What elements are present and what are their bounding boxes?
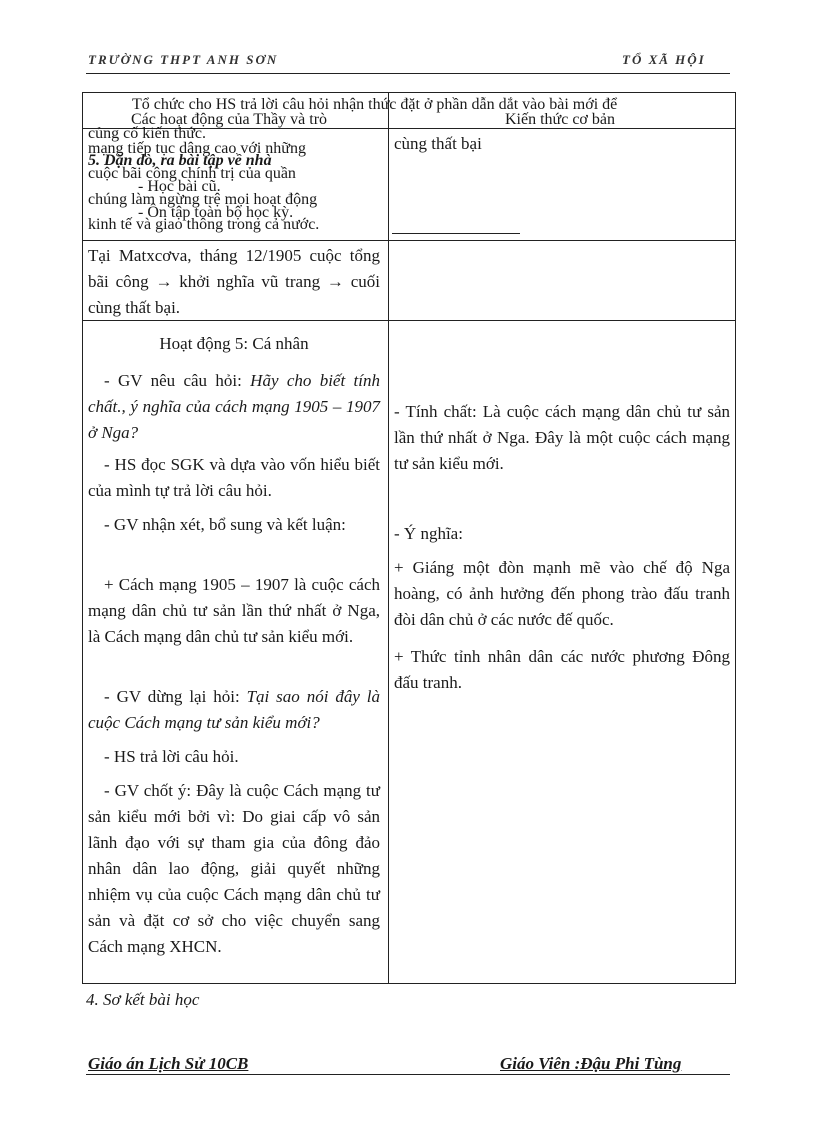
footer-teacher: Giáo Viên :Đậu Phi Tùng [500,1054,682,1073]
col-left-header: Các hoạt động của Thầy và trò [130,111,328,128]
overlap-line-7: - Ôn tập toàn bộ học kỳ. [138,204,294,221]
overlap-line-4: cuộc bãi công chính trị của quần [88,165,296,182]
row2-left-text: Tại Matxcơva, tháng 12/1905 cuộc tổng bãi công → khởi nghĩa vũ trang → cuối cùng thất bại. [88,246,380,317]
header-school: TRƯỜNG THPT ANH SƠN [88,52,279,67]
gv-summary: - GV chốt ý: Đây là cuộc Cách mạng tư sản kiểu mới bởi vì: Do giai cấp vô sản lãnh đạo với sự tham gia của đông đảo nhân dân lao động, giải quyết những nhiệm vụ của cuộc Cách mạng dân chủ tư sản và đặt cơ sở cho việc chuyển sang Cách mạng XHCN. [88,781,380,956]
gv-question-1-text: Hãy cho biết tính chất., ý nghĩa của cách mạng 1905 – 1907 ở Nga? [88,371,380,442]
hs-answer-1: - HS đọc SGK và dựa vào vốn hiểu biết của mình tự trả lời câu hỏi. [88,455,380,500]
gv-conclusion: - GV nhận xét, bổ sung và kết luận: [104,515,346,534]
overlap-line-3: 5. Dặn dò, ra bài tập về nhà [88,152,272,169]
overlap-top-text: Tổ chức cho HS trả lời câu hỏi nhận thức đặt ở phần dẫn dắt vào bài mới để [132,96,618,113]
section-summary-title: 4. Sơ kết bài học [86,990,200,1009]
row1-right-text: cùng thất bại [394,134,482,153]
gv-question-1 [88,368,380,446]
conclusion-point: + Cách mạng 1905 – 1907 là cuộc cách mạng dân chủ tư sản lần thứ nhất ở Nga, là Cách mạng dân chủ tư sản kiểu mới. [88,575,380,646]
header-divider [86,73,730,74]
short-divider [392,233,520,234]
column-divider [388,93,389,983]
footer-divider [86,1074,730,1075]
meaning-point-1: + Giáng một đòn mạnh mẽ vào chế độ Nga hoàng, có ảnh hưởng đến phong trào đấu tranh đòi dân chủ ở các nước đế quốc. [394,558,730,629]
overlap-line-8: kinh tế và giao thông trong cả nước. [88,216,320,233]
meaning-point-2: + Thức tỉnh nhân dân các nước phương Đông đấu tranh. [394,647,730,692]
gv-question-2-prefix: - GV dừng lại hỏi: [104,687,247,706]
footer-subject: Giáo án Lịch Sử 10CB [88,1054,249,1073]
overlap-line-5: - Học bài cũ. [138,178,221,195]
hs-answer-2: - HS trả lời câu hỏi. [104,747,239,766]
overlap-line-1: củng cố kiến thức. [88,125,206,142]
nature-text: - Tính chất: Là cuộc cách mạng dân chủ tư sản lần thứ nhất ở Nga. Đây là một cuộc cách mạng tư sản kiểu mới. [394,402,730,473]
meaning-heading: - Ý nghĩa: [394,524,463,543]
row-divider-1 [83,240,735,241]
header-department: TỔ XÃ HỘI [622,52,706,67]
gv-question-2-text: Tại sao nói đây là cuộc Cách mạng tư sản kiểu mới? [88,687,380,732]
activity-heading: Hoạt động 5: Cá nhân [159,334,309,353]
gv-question-2 [88,684,380,736]
gv-question-1-prefix: - GV nêu câu hỏi: [104,371,251,390]
col-right-header: Kiến thức cơ bản [505,111,615,128]
overlap-line-6: chúng làm ngừng trệ mọi hoạt động [88,191,318,208]
overlap-line-2: mạng tiếp tục dâng cao với những [88,140,306,157]
